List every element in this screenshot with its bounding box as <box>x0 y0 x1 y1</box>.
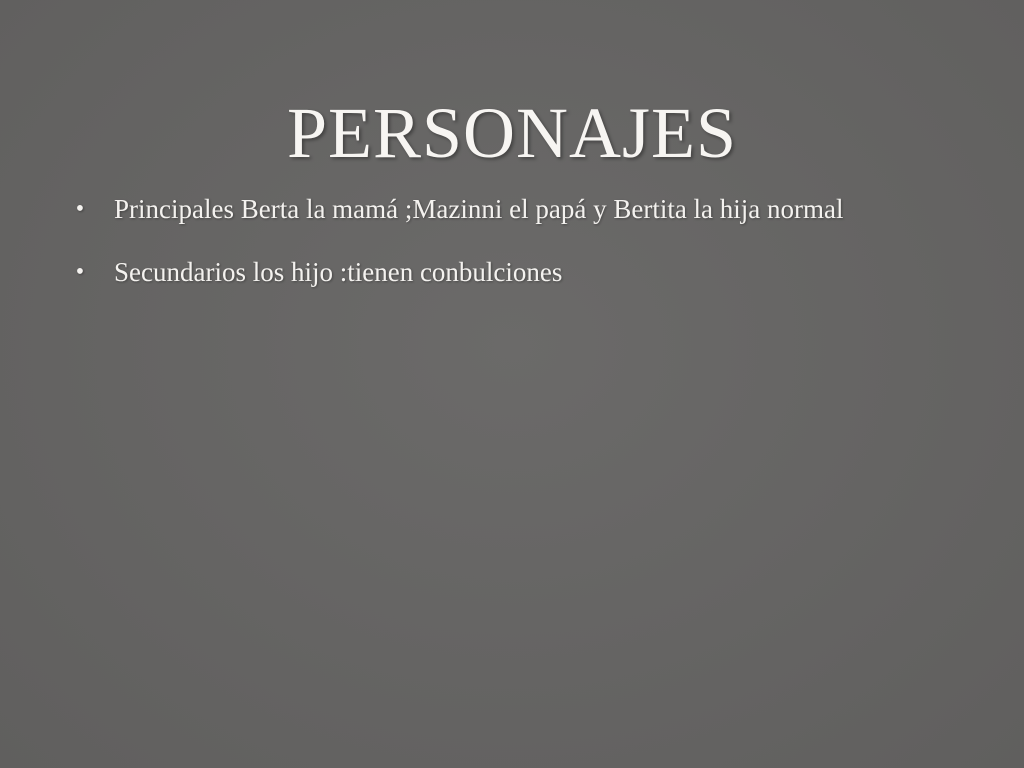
list-item <box>62 255 992 289</box>
page-title: PERSONAJES <box>286 93 738 174</box>
list-item-label: Secundarios los hijo :tienen conbulciones <box>114 257 563 287</box>
bullet-list <box>62 192 992 318</box>
bullet-point-icon: • <box>75 196 85 222</box>
list-item-label: Principales Berta la mamá ;Mazinni el papá y Bertita la hija normal <box>114 194 844 224</box>
list-item <box>62 192 992 226</box>
bullet-point-icon: • <box>75 259 85 285</box>
